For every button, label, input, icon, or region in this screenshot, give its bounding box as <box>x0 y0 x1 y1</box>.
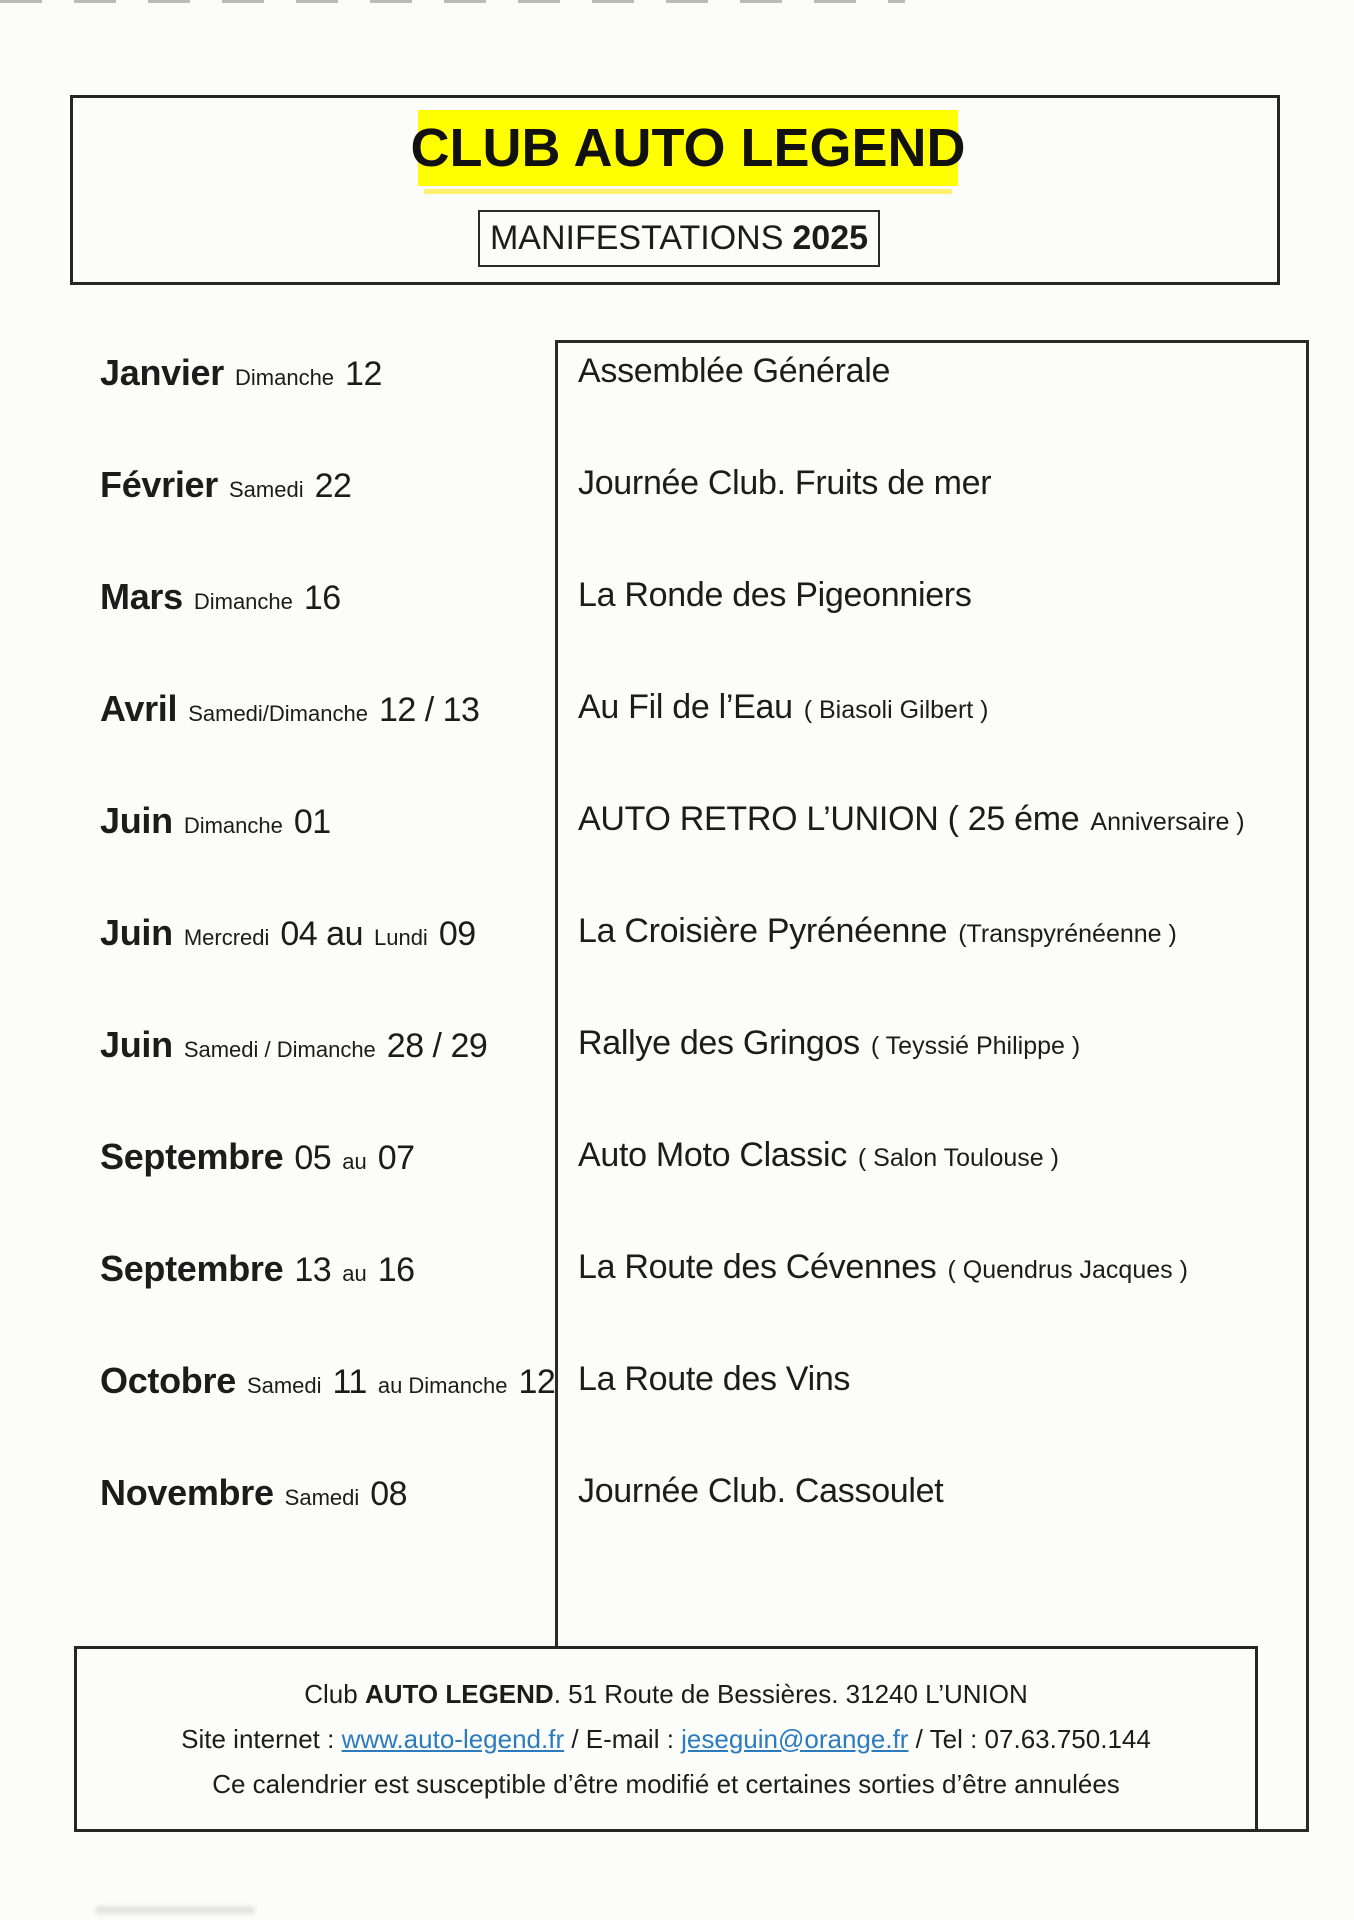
date-segment: Lundi <box>373 925 428 950</box>
event-row <box>0 688 1354 736</box>
column-divider-line <box>555 340 558 1646</box>
event-date <box>100 1360 555 1402</box>
date-segment: 12 <box>345 355 382 393</box>
event-segment: Auto Moto Classic <box>578 1136 847 1174</box>
event-title <box>578 352 890 391</box>
event-row <box>0 352 1354 400</box>
website-link[interactable]: www.auto-legend.fr <box>341 1723 565 1754</box>
event-row <box>0 1024 1354 1072</box>
date-segment: Mercredi <box>183 925 270 950</box>
email-link[interactable]: jeseguin@orange.fr <box>681 1723 909 1754</box>
date-segment: Juin <box>100 1024 173 1065</box>
event-date <box>100 1136 415 1178</box>
footer-text-segment: . 51 Route de Bessières. 31240 L’UNION <box>553 1678 1028 1709</box>
date-segment: 07 <box>377 1139 415 1177</box>
event-row <box>0 800 1354 848</box>
event-segment: La Ronde des Pigeonniers <box>578 576 972 614</box>
date-segment: 11 <box>332 1363 367 1401</box>
subtitle-text: MANIFESTATIONS <box>489 219 784 257</box>
footer-address-line <box>304 1679 1028 1710</box>
event-segment: ( Biasoli Gilbert ) <box>803 696 989 724</box>
disclaimer-text: Ce calendrier est susceptible d’être modifié et certaines sorties d’être annulées <box>212 1768 1120 1799</box>
event-row <box>0 1360 1354 1408</box>
date-segment: Dimanche <box>235 365 335 390</box>
footer-box <box>74 1646 1258 1832</box>
event-date <box>100 800 331 842</box>
date-segment: Avril <box>100 688 178 729</box>
event-title <box>578 1248 1188 1287</box>
event-segment: La Croisière Pyrénéenne <box>578 912 948 950</box>
date-segment: Janvier <box>100 352 224 393</box>
date-segment: 16 <box>377 1251 415 1289</box>
footer-contact-line <box>181 1724 1151 1755</box>
date-segment: 04 au <box>280 915 363 953</box>
date-segment: 09 <box>438 915 476 953</box>
scan-artifact-top <box>0 0 905 3</box>
event-date <box>100 464 351 506</box>
date-segment: 28 / 29 <box>386 1027 488 1065</box>
date-segment: Samedi <box>246 1373 322 1398</box>
date-segment: Samedi <box>284 1485 360 1510</box>
event-date <box>100 352 382 394</box>
event-segment: (Transpyrénéenne ) <box>958 920 1177 948</box>
date-segment: Dimanche <box>193 589 293 614</box>
date-segment: Septembre <box>100 1136 284 1177</box>
date-segment: Novembre <box>100 1472 274 1513</box>
date-segment: Juin <box>100 912 173 953</box>
event-segment: La Route des Vins <box>578 1360 851 1398</box>
footer-text-segment: / E-mail : <box>564 1723 682 1754</box>
date-segment: Octobre <box>100 1360 236 1401</box>
club-title: CLUB AUTO LEGEND <box>410 118 966 178</box>
date-segment: 01 <box>293 803 331 841</box>
event-segment: Rallye des Gringos <box>578 1024 860 1062</box>
date-segment: au <box>342 1149 367 1174</box>
event-date <box>100 1472 407 1514</box>
date-segment: Septembre <box>100 1248 284 1289</box>
date-segment: Juin <box>100 800 173 841</box>
event-title <box>578 800 1245 839</box>
date-segment: 12 / 13 <box>378 691 480 729</box>
event-segment: Assemblée Générale <box>578 352 891 390</box>
title-highlight-underline <box>424 189 952 194</box>
date-segment: Février <box>100 464 218 505</box>
event-segment: Journée Club. Fruits de mer <box>578 464 992 502</box>
date-segment: 08 <box>370 1475 408 1513</box>
event-segment: ( Quendrus Jacques ) <box>947 1256 1188 1284</box>
event-date <box>100 912 476 954</box>
event-segment: Journée Club. Cassoulet <box>578 1472 944 1510</box>
right-column-border-top <box>555 340 1309 343</box>
event-date <box>100 576 341 618</box>
event-title <box>578 1024 1080 1063</box>
footer-text-segment: Club <box>304 1678 365 1709</box>
footer-text-segment: AUTO LEGEND <box>364 1678 554 1709</box>
footer-disclaimer-line <box>212 1769 1120 1800</box>
event-segment: AUTO RETRO L’UNION ( 25 éme <box>578 800 1080 838</box>
right-column-border-right <box>1306 340 1309 1832</box>
footer-text-segment: Site internet : <box>181 1723 342 1754</box>
date-segment: au Dimanche <box>377 1373 508 1398</box>
date-segment: Samedi <box>228 477 304 502</box>
scan-artifact-bottom <box>95 1906 255 1914</box>
subtitle-box <box>478 210 880 267</box>
club-title-highlight <box>410 110 966 186</box>
event-row <box>0 1136 1354 1184</box>
event-title <box>578 1136 1059 1175</box>
event-row <box>0 1472 1354 1520</box>
right-column-border-bottom-stub <box>1255 1829 1309 1832</box>
event-title <box>578 1472 943 1511</box>
event-title <box>578 1360 850 1399</box>
event-segment: La Route des Cévennes <box>578 1248 937 1286</box>
date-segment: 16 <box>303 579 341 617</box>
event-title <box>578 576 972 615</box>
event-date <box>100 1024 487 1066</box>
subtitle-year: 2025 <box>792 219 869 257</box>
event-date <box>100 1248 415 1290</box>
event-segment: Au Fil de l’Eau <box>578 688 793 726</box>
event-row <box>0 464 1354 512</box>
event-row <box>0 912 1354 960</box>
date-segment: au <box>342 1261 367 1286</box>
event-segment: Anniversaire ) <box>1090 808 1245 836</box>
event-title <box>578 688 989 727</box>
date-segment: Dimanche <box>183 813 283 838</box>
event-segment: ( Salon Toulouse ) <box>857 1144 1059 1172</box>
event-segment: ( Teyssié Philippe ) <box>870 1032 1081 1060</box>
date-segment: Samedi / Dimanche <box>183 1037 376 1062</box>
event-title <box>578 912 1177 951</box>
date-segment: 12 <box>518 1363 556 1401</box>
date-segment: 22 <box>314 467 352 505</box>
event-row <box>0 576 1354 624</box>
event-title <box>578 464 991 503</box>
date-segment: Mars <box>100 576 183 617</box>
date-segment: 05 <box>294 1139 332 1177</box>
footer-text-segment: / Tel : 07.63.750.144 <box>908 1723 1151 1754</box>
date-segment: 13 <box>294 1251 332 1289</box>
event-row <box>0 1248 1354 1296</box>
event-date <box>100 688 479 730</box>
date-segment: Samedi/Dimanche <box>188 701 368 726</box>
